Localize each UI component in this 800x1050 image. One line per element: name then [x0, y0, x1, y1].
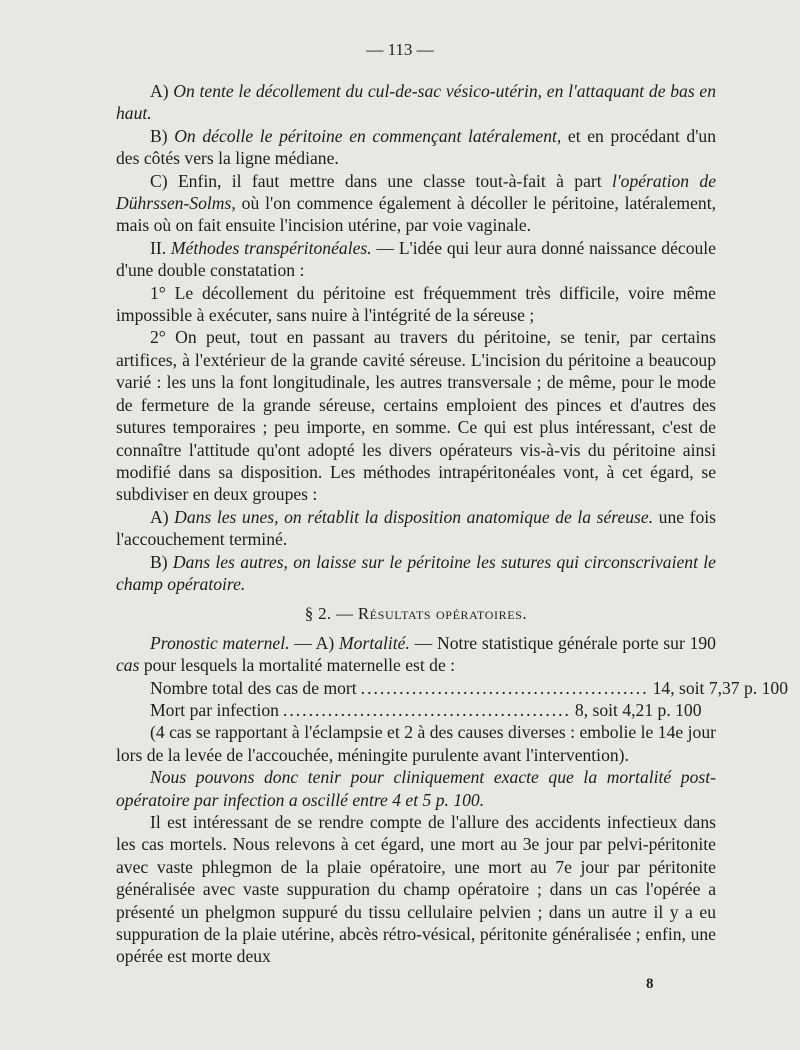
- item-label: B): [150, 551, 173, 572]
- prognosis-text: pour lesquels la mortalité maternelle est de :: [139, 655, 456, 676]
- stat-value: 14, soit 7,37 p. 100: [652, 677, 788, 698]
- final-paragraph: Il est intéressant de se rendre compte de l'allure des accidents infectieux dans les cas mortels. Nous relevons à cet égard, une mort au 3e jour par pelvi-péritonite avec vaste phlegmon de la plaie opératoire, une mort au 7e jour par péritonite généralisée avec vaste suppuration du champ opératoire ; dans un cas l'opérée a présenté un phelgmon suppuré du tissu cellulaire pelvien ; dans un autre il y a eu suppuration de la plaie utérine, abcès rétro-vésical, péritonite généralisée ; enfin, une opérée est morte deux: [116, 812, 716, 967]
- item-label: C): [150, 170, 178, 191]
- point-two: 2° On peut, tout en passant au travers du péritoine, se tenir, par certains artifices, à l'extérieur de la grande cavité séreuse. L'incision du péritoine a beaucoup varié : les uns la font longitudinale, les autres transversale ; de même, pour le mode de fermeture de la grande séreuse, certains emploient des pinces et d'autres des sutures temporaires ; peu importe, en somme. Ce qui est plus intéressant, c'est de connaître l'attitude qu'ont adopté les divers opérateurs vis-à-vis du péritoine ainsi modifié dans sa disposition. Les méthodes intrapéritonéales vont, à cet égard, se subdiviser en deux groupes :: [116, 327, 716, 505]
- prognosis-text: — A): [289, 632, 340, 653]
- item-italic: Dans les unes, on rétablit la disposition anatomique de la séreuse.: [174, 506, 654, 527]
- stat-value: 8, soit 4,21 p. 100: [574, 699, 702, 720]
- section-text: — L'idée qui leur aura donné naissance découle d'une double constatation :: [116, 237, 716, 281]
- subgroup-a: [116, 506, 716, 551]
- prognosis-italic: cas: [116, 655, 140, 676]
- item-italic: Dans les autres, on laisse sur le péritoine les sutures qui circonscrivaient le champ opératoire.: [116, 551, 716, 594]
- heading-prefix: § 2. —: [304, 604, 358, 624]
- conclusion-text: Nous pouvons donc tenir pour cliniquement exacte que la mortalité post-opératoire par infection a oscillé entre 4 et 5 p. 100.: [116, 767, 716, 810]
- note-paragraph: (4 cas se rapportant à l'éclampsie et 2 à des causes diverses : embolie le 14e jour lors de la levée de l'accouchée, méningite purulente avant l'intervention).: [116, 722, 716, 765]
- point-one: 1° Le décollement du péritoine est fréquemment très difficile, voire même impossible à exécuter, sans nuire à l'intégrité de la séreuse ;: [116, 282, 716, 326]
- item-italic: l'opération de Dührssen-Solms,: [116, 170, 717, 214]
- section-label: II.: [150, 237, 171, 258]
- page-body: [116, 80, 788, 968]
- stat-row-infection: [150, 699, 702, 721]
- prognosis-text: — Notre statistique générale porte sur 190: [409, 632, 716, 653]
- section-heading: [116, 603, 716, 625]
- dot-leader: .............................................: [282, 699, 571, 720]
- item-label: B): [150, 125, 175, 146]
- item-text: Enfin, il faut mettre dans une classe tout-à-fait à part: [177, 170, 612, 191]
- item-text: une fois l'accouchement terminé.: [116, 506, 716, 550]
- item-text: et en procédant d'un des côtés vers la ligne médiane.: [116, 125, 716, 169]
- subgroup-b: [116, 551, 716, 596]
- dot-leader: .............................................: [360, 677, 649, 698]
- stat-label: Mort par infection: [150, 699, 279, 720]
- item-label: A): [150, 506, 175, 527]
- stat-row-total: [150, 677, 788, 699]
- section-two-intro: [116, 237, 716, 282]
- conclusion-paragraph: [116, 766, 716, 811]
- paragraph-b: [116, 125, 716, 170]
- paragraph-a: [116, 80, 716, 125]
- item-text: On tente le décollement du cul-de-sac vésico-utérin, en l'attaquant de bas en haut.: [116, 81, 716, 124]
- item-text: où l'on commence également à décoller le péritoine, latéralement, mais où on fait ensuite l'incision utérine, par voie vaginale.: [116, 193, 716, 236]
- prognosis-paragraph: [116, 632, 716, 677]
- mortality-title: Mortalité.: [339, 632, 410, 653]
- stat-label: Nombre total des cas de mort: [150, 677, 357, 698]
- item-label: A): [150, 81, 174, 101]
- prognosis-title: Pronostic maternel.: [150, 632, 290, 653]
- item-italic: On décolle le péritoine en commençant latéralement,: [174, 125, 562, 146]
- page-number: — 113 —: [366, 40, 434, 59]
- section-title: Méthodes transpéritonéales.: [170, 237, 372, 258]
- paragraph-c: [116, 170, 716, 237]
- heading-title: Résultats opératoires.: [357, 604, 528, 624]
- signature-mark: 8: [646, 976, 654, 992]
